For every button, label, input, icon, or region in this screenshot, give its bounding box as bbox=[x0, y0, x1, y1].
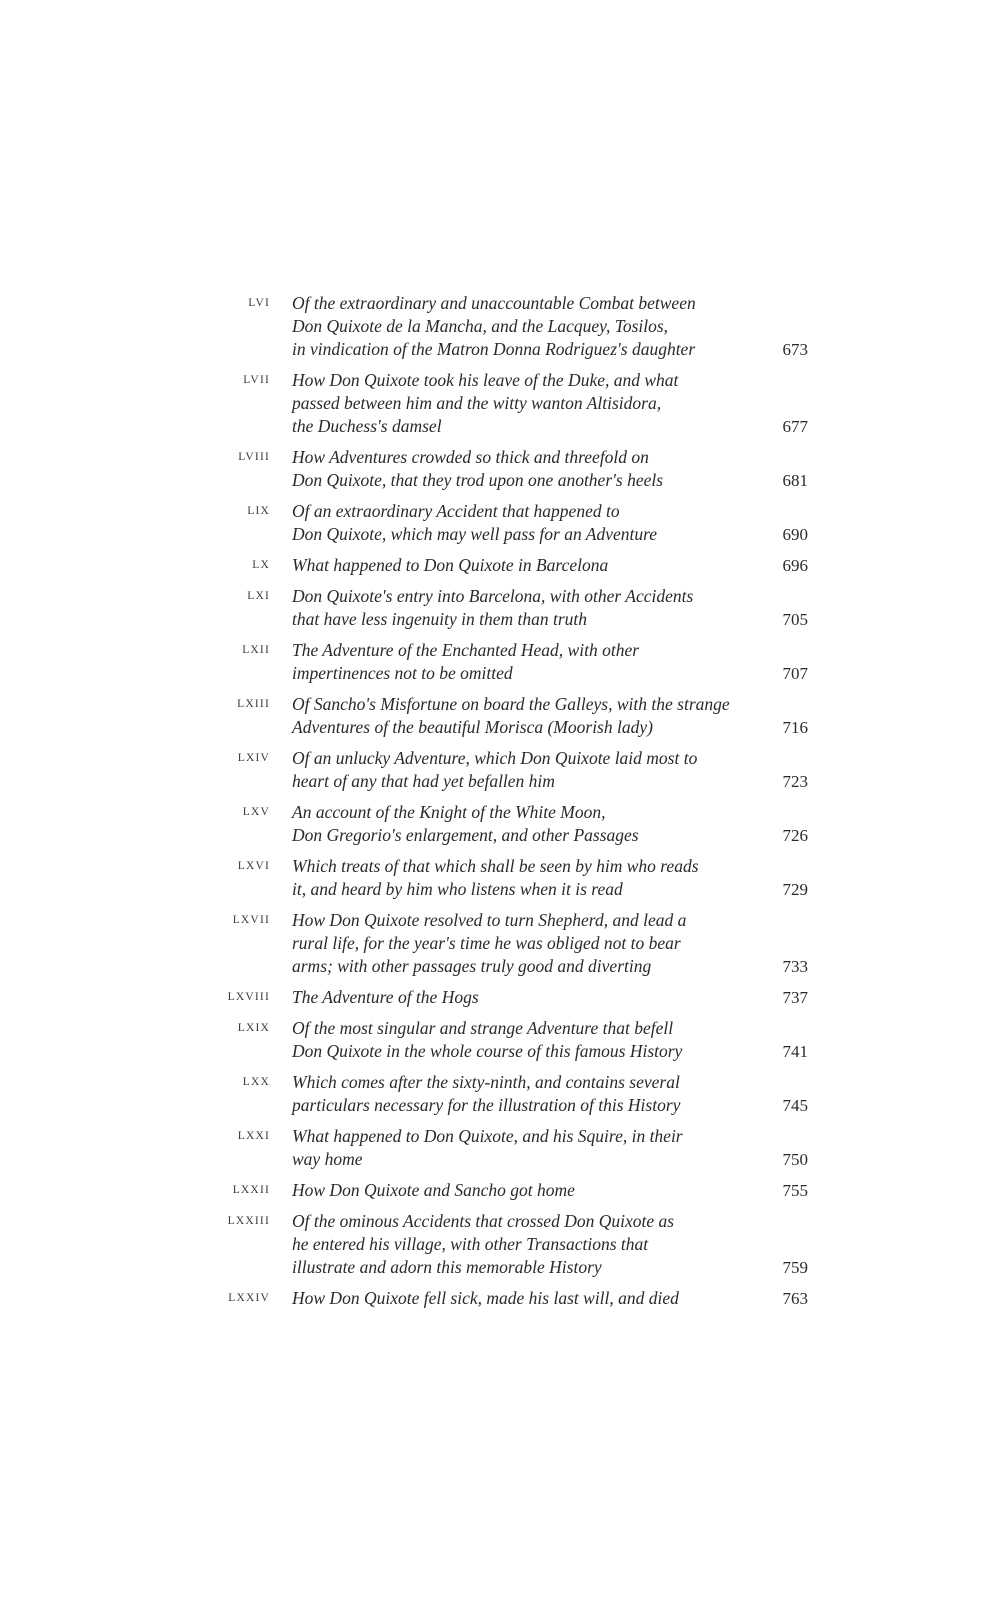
chapter-title-line: he entered his village, with other Transactions that bbox=[292, 1234, 649, 1254]
chapter-title-line: Of an extraordinary Accident that happened to bbox=[292, 501, 620, 521]
chapter-numeral: LVIII bbox=[238, 451, 270, 463]
chapter-title-line: Which comes after the sixty-ninth, and contains several bbox=[292, 1072, 680, 1092]
toc-entry bbox=[218, 1210, 808, 1279]
page-number: 759 bbox=[782, 1258, 808, 1277]
toc-entry bbox=[218, 292, 808, 361]
chapter-title-line: Don Quixote, that they trod upon one another's heels bbox=[292, 470, 664, 490]
toc-entry bbox=[218, 1287, 808, 1310]
page-number: 755 bbox=[782, 1181, 808, 1200]
chapter-title bbox=[292, 693, 747, 739]
chapter-title-line: the Duchess's damsel bbox=[292, 416, 442, 436]
chapter-title-line: Which treats of that which shall be seen by him who reads bbox=[292, 856, 699, 876]
chapter-numeral: LXXI bbox=[237, 1130, 270, 1142]
chapter-title-line: The Adventure of the Enchanted Head, with other bbox=[292, 640, 640, 660]
chapter-numeral: LXIII bbox=[237, 698, 270, 710]
chapter-title-line: An account of the Knight of the White Moon, bbox=[292, 802, 606, 822]
chapter-title-line: How Adventures crowded so thick and threefold on bbox=[292, 447, 649, 467]
toc-entry bbox=[218, 639, 808, 685]
chapter-numeral: LVII bbox=[243, 374, 270, 386]
page-number: 763 bbox=[782, 1289, 808, 1308]
chapter-title-line: Don Quixote, which may well pass for an Adventure bbox=[292, 524, 658, 544]
toc-entry bbox=[218, 585, 808, 631]
toc-entry bbox=[218, 554, 808, 577]
page-number: 723 bbox=[782, 772, 808, 791]
page-number: 705 bbox=[782, 610, 808, 629]
chapter-title bbox=[292, 801, 747, 847]
chapter-numeral: LXI bbox=[247, 590, 270, 602]
chapter-title bbox=[292, 639, 747, 685]
toc-entry bbox=[218, 446, 808, 492]
chapter-title bbox=[292, 986, 747, 1009]
chapter-title-line: Don Quixote's entry into Barcelona, with other Accidents bbox=[292, 586, 694, 606]
toc-entry bbox=[218, 1179, 808, 1202]
chapter-title-line: illustrate and adorn this memorable History bbox=[292, 1257, 602, 1277]
page-number: 737 bbox=[782, 988, 808, 1007]
chapter-title-line: rural life, for the year's time he was obliged not to bear bbox=[292, 933, 681, 953]
chapter-title-line: How Don Quixote and Sancho got home bbox=[292, 1180, 575, 1200]
chapter-title bbox=[292, 747, 747, 793]
chapter-title-line: particulars necessary for the illustration of this History bbox=[292, 1095, 681, 1115]
chapter-numeral: LXVI bbox=[237, 860, 270, 872]
page-number: 677 bbox=[782, 417, 808, 436]
page-number: 745 bbox=[782, 1096, 808, 1115]
chapter-numeral: LXX bbox=[242, 1076, 270, 1088]
chapter-title-line: it, and heard by him who listens when it is read bbox=[292, 879, 623, 899]
chapter-title bbox=[292, 1125, 747, 1171]
chapter-title-line: How Don Quixote fell sick, made his last will, and died bbox=[292, 1288, 679, 1308]
chapter-title bbox=[292, 500, 747, 546]
page-number: 707 bbox=[782, 664, 808, 683]
chapter-numeral: LXVIII bbox=[227, 991, 270, 1003]
page-number: 681 bbox=[782, 471, 808, 490]
chapter-title bbox=[292, 1179, 747, 1202]
toc-entry bbox=[218, 986, 808, 1009]
chapter-numeral: LXIX bbox=[237, 1022, 270, 1034]
chapter-title-line: in vindication of the Matron Donna Rodriguez's daughter bbox=[292, 339, 696, 359]
chapter-numeral: LXII bbox=[242, 644, 270, 656]
chapter-title-line: How Don Quixote resolved to turn Shepherd, and lead a bbox=[292, 910, 687, 930]
chapter-title-line: What happened to Don Quixote in Barcelona bbox=[292, 555, 609, 575]
toc-entry bbox=[218, 1125, 808, 1171]
toc-entry bbox=[218, 801, 808, 847]
table-of-contents bbox=[218, 292, 808, 1318]
toc-entry bbox=[218, 747, 808, 793]
chapter-title-line: way home bbox=[292, 1149, 363, 1169]
toc-entry bbox=[218, 369, 808, 438]
toc-entry bbox=[218, 1071, 808, 1117]
chapter-numeral: LXV bbox=[242, 806, 270, 818]
page-number: 716 bbox=[782, 718, 808, 737]
chapter-title-line: What happened to Don Quixote, and his Squire, in their bbox=[292, 1126, 683, 1146]
toc-entry bbox=[218, 500, 808, 546]
chapter-title-line: heart of any that had yet befallen him bbox=[292, 771, 555, 791]
toc-entry bbox=[218, 1017, 808, 1063]
chapter-title-line: passed between him and the witty wanton Altisidora, bbox=[292, 393, 662, 413]
chapter-title-line: impertinences not to be omitted bbox=[292, 663, 513, 683]
chapter-numeral: LXXII bbox=[232, 1184, 270, 1196]
chapter-title bbox=[292, 554, 747, 577]
chapter-title-line: Don Gregorio's enlargement, and other Passages bbox=[292, 825, 639, 845]
chapter-title-line: Of an unlucky Adventure, which Don Quixote laid most to bbox=[292, 748, 698, 768]
chapter-title bbox=[292, 909, 747, 978]
chapter-title bbox=[292, 585, 747, 631]
chapter-title-line: Don Quixote in the whole course of this famous History bbox=[292, 1041, 683, 1061]
chapter-title bbox=[292, 446, 747, 492]
chapter-title bbox=[292, 855, 747, 901]
chapter-title-line: The Adventure of the Hogs bbox=[292, 987, 479, 1007]
toc-entry bbox=[218, 855, 808, 901]
chapter-title bbox=[292, 1210, 747, 1279]
toc-entry bbox=[218, 909, 808, 978]
chapter-title-line: Of Sancho's Misfortune on board the Galleys, with the strange bbox=[292, 694, 730, 714]
chapter-title-line: Adventures of the beautiful Morisca (Moorish lady) bbox=[292, 717, 653, 737]
chapter-title bbox=[292, 1017, 747, 1063]
chapter-title-line: that have less ingenuity in them than truth bbox=[292, 609, 588, 629]
chapter-title-line: Of the extraordinary and unaccountable Combat between bbox=[292, 293, 696, 313]
page-number: 729 bbox=[782, 880, 808, 899]
page-number: 733 bbox=[782, 957, 808, 976]
chapter-numeral: LXXIII bbox=[227, 1215, 270, 1227]
chapter-title-line: Don Quixote de la Mancha, and the Lacquey, Tosilos, bbox=[292, 316, 669, 336]
chapter-numeral: LXXIV bbox=[228, 1292, 270, 1304]
chapter-title bbox=[292, 292, 747, 361]
page-number: 673 bbox=[782, 340, 808, 359]
chapter-numeral: LXIV bbox=[237, 752, 270, 764]
chapter-numeral: LIX bbox=[247, 505, 270, 517]
chapter-title-line: Of the ominous Accidents that crossed Don Quixote as bbox=[292, 1211, 675, 1231]
chapter-title bbox=[292, 1287, 747, 1310]
chapter-numeral: LX bbox=[252, 559, 270, 571]
page-number: 690 bbox=[782, 525, 808, 544]
chapter-title bbox=[292, 1071, 747, 1117]
page-number: 726 bbox=[782, 826, 808, 845]
chapter-title bbox=[292, 369, 747, 438]
chapter-numeral: LXVII bbox=[232, 914, 270, 926]
page-number: 696 bbox=[782, 556, 808, 575]
page-number: 741 bbox=[782, 1042, 808, 1061]
page-number: 750 bbox=[782, 1150, 808, 1169]
chapter-title-line: How Don Quixote took his leave of the Duke, and what bbox=[292, 370, 679, 390]
chapter-numeral: LVI bbox=[248, 297, 270, 309]
chapter-title-line: Of the most singular and strange Adventure that befell bbox=[292, 1018, 674, 1038]
toc-entry bbox=[218, 693, 808, 739]
chapter-title-line: arms; with other passages truly good and diverting bbox=[292, 956, 652, 976]
